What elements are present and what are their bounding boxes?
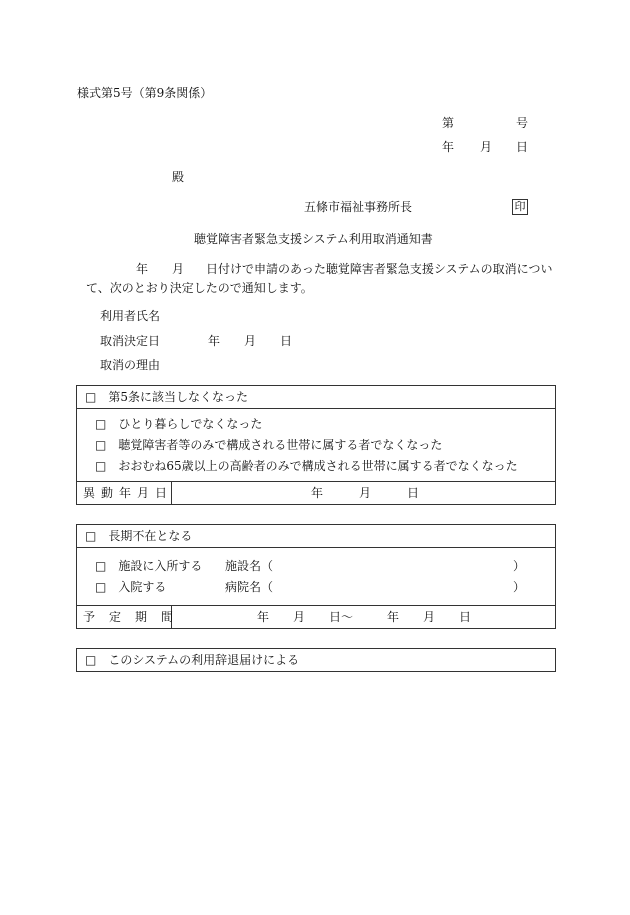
body-month-label: 月 xyxy=(172,262,185,276)
facility-name-close: ） xyxy=(513,559,526,573)
document-number-suffix: 号 xyxy=(516,116,529,130)
body-year-label: 年 xyxy=(136,262,149,276)
document-number-prefix: 第 xyxy=(442,116,455,130)
section1-item-row[interactable] xyxy=(95,438,442,452)
checkbox-icon[interactable]: □ xyxy=(85,653,97,667)
section1-heading-row[interactable] xyxy=(85,390,248,404)
scheduled-period-label: 予定期間 xyxy=(83,610,188,624)
hospital-name-label: 病院名（ xyxy=(225,580,274,594)
checkbox-icon[interactable]: □ xyxy=(95,580,107,594)
facility-option-label: 施設に入所する xyxy=(118,559,203,573)
addressee-suffix: 殿 xyxy=(172,170,185,184)
document-title: 聴覚障害者緊急支援システム利用取消通知書 xyxy=(194,232,433,246)
checkbox-icon[interactable]: □ xyxy=(95,438,107,452)
divider xyxy=(77,408,555,409)
issue-year-label: 年 xyxy=(442,140,455,154)
facility-option-row[interactable] xyxy=(95,559,202,573)
hospital-name-close: ） xyxy=(513,580,526,594)
decision-year-label: 年 xyxy=(208,334,221,348)
decision-date-label: 取消決定日 xyxy=(100,334,161,348)
issuer-name: 五條市福祉事務所長 xyxy=(304,200,413,214)
change-month-label: 月 xyxy=(359,486,372,500)
period-start-day: 日〜 xyxy=(329,610,354,624)
section1-heading: 第5条に該当しなくなった xyxy=(108,390,248,404)
section2-heading: 長期不在となる xyxy=(108,529,193,543)
checkbox-icon[interactable]: □ xyxy=(95,559,107,573)
divider xyxy=(77,605,555,606)
form-number: 様式第5号（第9条関係） xyxy=(77,86,213,100)
body-text-line2: て、次のとおり決定したので通知します。 xyxy=(86,281,313,295)
divider xyxy=(77,481,555,482)
period-start-year: 年 xyxy=(257,610,270,624)
section3-heading-row[interactable] xyxy=(85,653,299,667)
section1-item-label: おおむね65歳以上の高齢者のみで構成される世帯に属する者でなくなった xyxy=(118,459,518,473)
decision-day-label: 日 xyxy=(280,334,293,348)
seal-mark: 印 xyxy=(512,199,528,215)
change-year-label: 年 xyxy=(311,486,324,500)
section1-item-row[interactable] xyxy=(95,459,518,473)
checkbox-icon[interactable]: □ xyxy=(95,417,107,431)
period-start-month: 月 xyxy=(293,610,306,624)
reason-box-withdrawal xyxy=(76,648,556,672)
section3-heading: このシステムの利用辞退届けによる xyxy=(108,653,300,667)
body-text-line1: 日付けで申請のあった聴覚障害者緊急支援システムの取消につい xyxy=(206,262,553,276)
section1-item-row[interactable] xyxy=(95,417,262,431)
divider xyxy=(77,547,555,548)
reason-label: 取消の理由 xyxy=(100,358,161,372)
hospital-option-label: 入院する xyxy=(118,580,167,594)
user-name-label: 利用者氏名 xyxy=(100,309,161,323)
section1-item-label: ひとり暮らしでなくなった xyxy=(118,417,263,431)
period-end-day: 日 xyxy=(459,610,472,624)
issue-month-label: 月 xyxy=(480,140,493,154)
period-end-year: 年 xyxy=(387,610,400,624)
period-end-month: 月 xyxy=(423,610,436,624)
checkbox-icon[interactable]: □ xyxy=(95,459,107,473)
decision-month-label: 月 xyxy=(244,334,257,348)
section2-heading-row[interactable] xyxy=(85,529,192,543)
issue-day-label: 日 xyxy=(516,140,529,154)
reason-box-absence xyxy=(76,524,556,629)
change-day-label: 日 xyxy=(407,486,420,500)
section1-item-label: 聴覚障害者等のみで構成される世帯に属する者でなくなった xyxy=(118,438,443,452)
facility-name-label: 施設名（ xyxy=(225,559,274,573)
hospital-option-row[interactable] xyxy=(95,580,166,594)
reason-box-ineligible xyxy=(76,385,556,505)
checkbox-icon[interactable]: □ xyxy=(85,529,97,543)
change-date-label: 異動年月日 xyxy=(83,486,174,500)
checkbox-icon[interactable]: □ xyxy=(85,390,97,404)
